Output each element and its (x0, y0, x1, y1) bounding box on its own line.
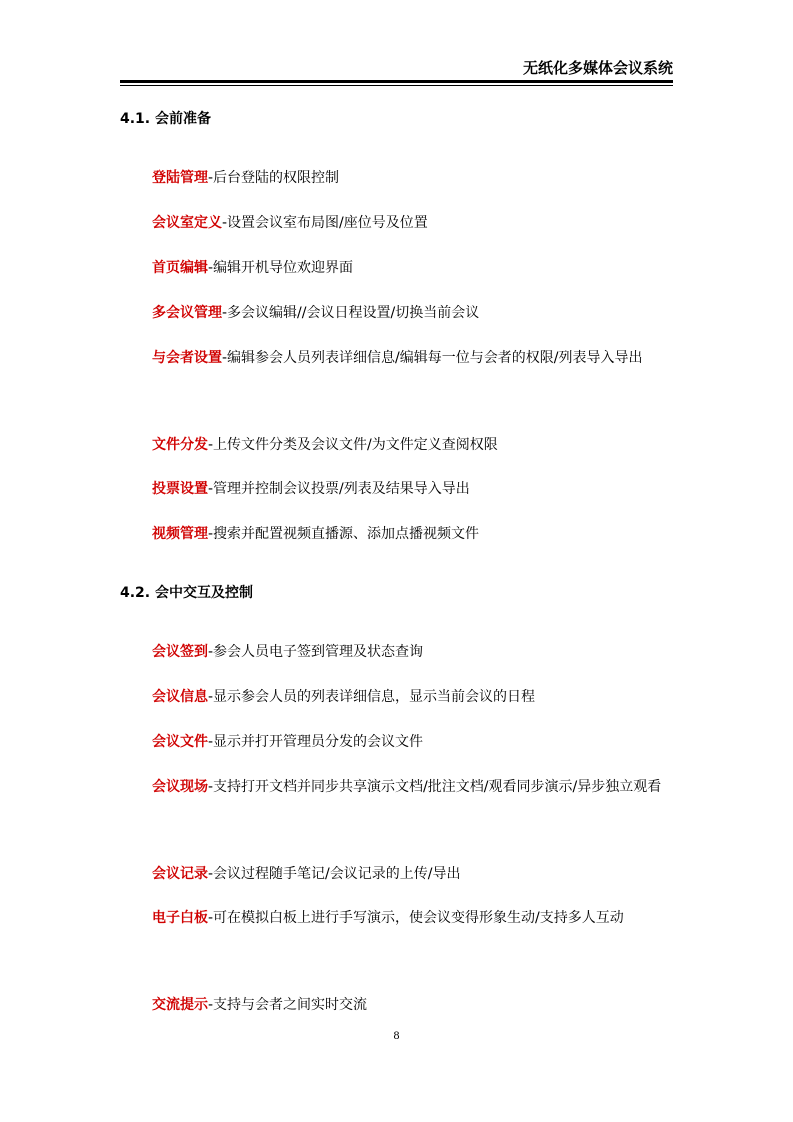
header-rule-thick (120, 80, 673, 83)
item-description: -上传文件分类及会议文件/为文件定义查阅权限 (208, 437, 498, 453)
item-description: -编辑开机导位欢迎界面 (208, 260, 354, 276)
item-term: 会议现场 (152, 779, 208, 795)
item-term: 会议室定义 (152, 215, 222, 231)
section-heading-4-1: 4.1. 会前准备 (120, 111, 211, 127)
item-term: 多会议管理 (152, 305, 222, 321)
item-description: -编辑参会人员列表详细信息/编辑每一位与会者的权限/列表导入导出 (222, 350, 643, 366)
item-term: 登陆管理 (152, 170, 208, 186)
item-description: -管理并控制会议投票/列表及结果导入导出 (208, 481, 470, 497)
item-description: -支持与会者之间实时交流 (208, 997, 368, 1013)
item-term: 交流提示 (152, 997, 208, 1013)
item-description: -搜索并配置视频直播源、添加点播视频文件 (208, 526, 480, 542)
list-item (120, 720, 673, 764)
item-term: 会议签到 (152, 644, 208, 660)
page-number: 8 (393, 1028, 400, 1042)
item-description: -显示并打开管理员分发的会议文件 (208, 734, 424, 750)
item-term: 首页编辑 (152, 260, 208, 276)
item-description: -后台登陆的权限控制 (208, 170, 340, 186)
item-term: 会议信息 (152, 689, 208, 705)
list-item (120, 512, 673, 556)
item-term: 与会者设置 (152, 350, 222, 366)
list-item (120, 336, 673, 380)
list-item (120, 156, 673, 200)
item-term: 会议记录 (152, 866, 208, 882)
item-term: 投票设置 (152, 481, 208, 497)
item-description: -设置会议室布局图/座位号及位置 (222, 215, 428, 231)
item-description: -显示参会人员的列表详细信息，显示当前会议的日程 (208, 689, 536, 705)
list-item (120, 896, 673, 940)
item-term: 电子白板 (152, 910, 208, 926)
list-item (120, 852, 673, 896)
list-item (120, 983, 673, 1027)
header-rule-thin (120, 85, 673, 86)
item-description: -支持打开文档并同步共享演示文档/批注文档/观看同步演示/异步独立观看 (208, 779, 662, 795)
item-description: -参会人员电子签到管理及状态查询 (208, 644, 424, 660)
running-header: 无纸化多媒体会议系统 (522, 59, 673, 77)
list-item (120, 675, 673, 719)
list-item (120, 201, 673, 245)
list-item (120, 467, 673, 511)
list-item (120, 765, 673, 809)
section-heading-4-2: 4.2. 会中交互及控制 (120, 585, 253, 601)
item-term: 会议文件 (152, 734, 208, 750)
item-description: -会议过程随手笔记/会议记录的上传/导出 (208, 866, 461, 882)
list-item (120, 630, 673, 674)
item-term: 文件分发 (152, 437, 208, 453)
list-item (120, 246, 673, 290)
item-term: 视频管理 (152, 526, 208, 542)
item-description: -可在模拟白板上进行手写演示，使会议变得形象生动/支持多人互动 (208, 910, 624, 926)
item-description: -多会议编辑//会议日程设置/切换当前会议 (222, 305, 480, 321)
list-item (120, 291, 673, 335)
list-item (120, 423, 673, 467)
